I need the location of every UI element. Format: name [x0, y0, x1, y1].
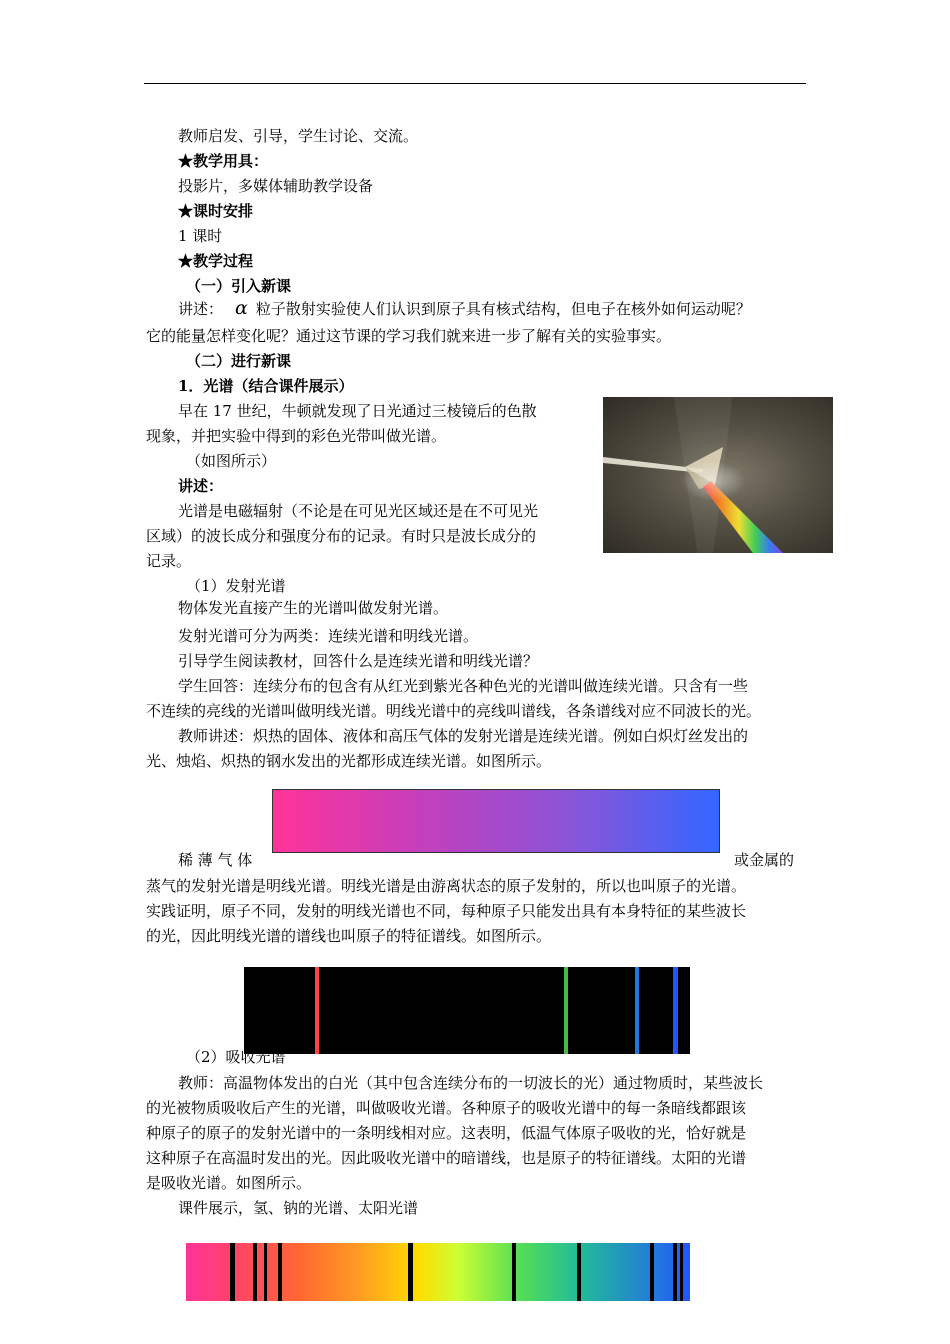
- absorption-spectrum-figure: [186, 1243, 690, 1301]
- text-line: 教师讲述：炽热的固体、液体和高压气体的发射光谱是连续光谱。例如白炽灯丝发出的: [178, 727, 749, 745]
- absorption-line: [512, 1243, 516, 1301]
- text-line: 发射光谱可分为两类：连续光谱和明线光谱。: [178, 627, 479, 645]
- section-new: （二）进行新课: [186, 352, 292, 370]
- text-line: 物体发光直接产生的光谱叫做发射光谱。: [178, 599, 449, 617]
- absorption-line: [264, 1243, 267, 1301]
- heading-time: ★课时安排: [178, 202, 254, 220]
- text-line: 1 课时: [178, 227, 223, 245]
- text-line: [178, 298, 751, 319]
- text-line: 种原子的原子的发射光谱中的一条明线相对应。这表明，低温气体原子吸收的光，恰好就是: [146, 1124, 747, 1142]
- absorption-line: [253, 1243, 257, 1301]
- heading-process: ★教学过程: [178, 252, 254, 270]
- absorption-line: [673, 1243, 677, 1301]
- text-line: 现象，并把实验中得到的彩色光带叫做光谱。: [146, 427, 447, 445]
- emission-line-red: [315, 967, 319, 1054]
- absorption-line: [650, 1243, 654, 1301]
- emission-line-spectrum-figure: [244, 967, 690, 1054]
- continuous-spectrum-figure: [272, 789, 720, 853]
- talk-label: 讲述：: [178, 300, 224, 318]
- talk-rest: 粒子散射实验使人们认识到原子具有核式结构，但电子在核外如何运动呢？: [255, 300, 751, 318]
- text-line: 引导学生阅读教材，回答什么是连续光谱和明线光谱？: [178, 652, 539, 670]
- emission-line-green: [564, 967, 568, 1054]
- absorption-line: [278, 1243, 282, 1301]
- heading-tools: ★教学用具：: [178, 152, 269, 170]
- text-line: 的光被物质吸收后产生的光谱，叫做吸收光谱。各种原子的吸收光谱中的每一条暗线都跟该: [146, 1099, 747, 1117]
- emission-line-violet: [673, 967, 678, 1054]
- text-line: 它的能量怎样变化呢？通过这节课的学习我们就来进一步了解有关的实验事实。: [146, 327, 672, 345]
- text-line: 学生回答：连续分布的包含有从红光到紫光各种色光的光谱叫做连续光谱。只含有一些: [178, 677, 749, 695]
- prism-graphic: [603, 397, 833, 553]
- subsection-spectrum: 1．光谱（结合课件展示）: [178, 377, 354, 395]
- text-line: 区域）的波长成分和强度分布的记录。有时只是波长成分的: [146, 527, 537, 545]
- text-line: 稀 薄 气 体: [178, 851, 253, 869]
- absorption-line: [230, 1243, 235, 1301]
- absorption-heading: （2）吸收光谱: [186, 1048, 286, 1066]
- text-line: 投影片，多媒体辅助教学设备: [178, 177, 374, 195]
- text-line: 不连续的亮线的光谱叫做明线光谱。明线光谱中的亮线叫谱线，各条谱线对应不同波长的光。: [146, 702, 762, 720]
- absorption-line: [680, 1243, 683, 1301]
- text-line: 记录。: [146, 552, 192, 570]
- text-line: 实践证明，原子不同，发射的明线光谱也不同，每种原子只能发出具有本身特征的某些波长: [146, 902, 747, 920]
- alpha-symbol: α: [235, 297, 248, 319]
- emission-line-blue: [635, 967, 639, 1054]
- text-line: （如图所示）: [186, 452, 277, 470]
- text-line: 是吸收光谱。如图所示。: [146, 1174, 312, 1192]
- text-line: 讲述：: [178, 477, 224, 495]
- text-line: 教师启发、引导，学生讨论、交流。: [178, 127, 419, 145]
- text-line: 或金属的: [734, 851, 795, 869]
- text-line: 的光，因此明线光谱的谱线也叫原子的特征谱线。如图所示。: [146, 927, 552, 945]
- section-intro: （一）引入新课: [186, 277, 292, 295]
- absorption-line: [577, 1243, 581, 1301]
- emission-heading: （1）发射光谱: [186, 577, 286, 595]
- text-line: 早在 17 世纪，牛顿就发现了日光通过三棱镜后的色散: [178, 402, 537, 420]
- text-line: 课件展示，氢、钠的光谱、太阳光谱: [178, 1199, 419, 1217]
- header-rule: [144, 83, 806, 84]
- text-line: 这种原子在高温时发出的光。因此吸收光谱中的暗谱线，也是原子的特征谱线。太阳的光谱: [146, 1149, 747, 1167]
- prism-dispersion-photo: [603, 397, 833, 553]
- text-line: 蒸气的发射光谱是明线光谱。明线光谱是由游离状态的原子发射的，所以也叫原子的光谱。: [146, 877, 747, 895]
- text-line: 光谱是电磁辐射（不论是在可见光区域还是在不可见光: [178, 502, 539, 520]
- absorption-line: [408, 1243, 413, 1301]
- text-line: 教师：高温物体发出的白光（其中包含连续分布的一切波长的光）通过物质时，某些波长: [178, 1074, 764, 1092]
- text-line: 光、烛焰、炽热的钢水发出的光都形成连续光谱。如图所示。: [146, 752, 552, 770]
